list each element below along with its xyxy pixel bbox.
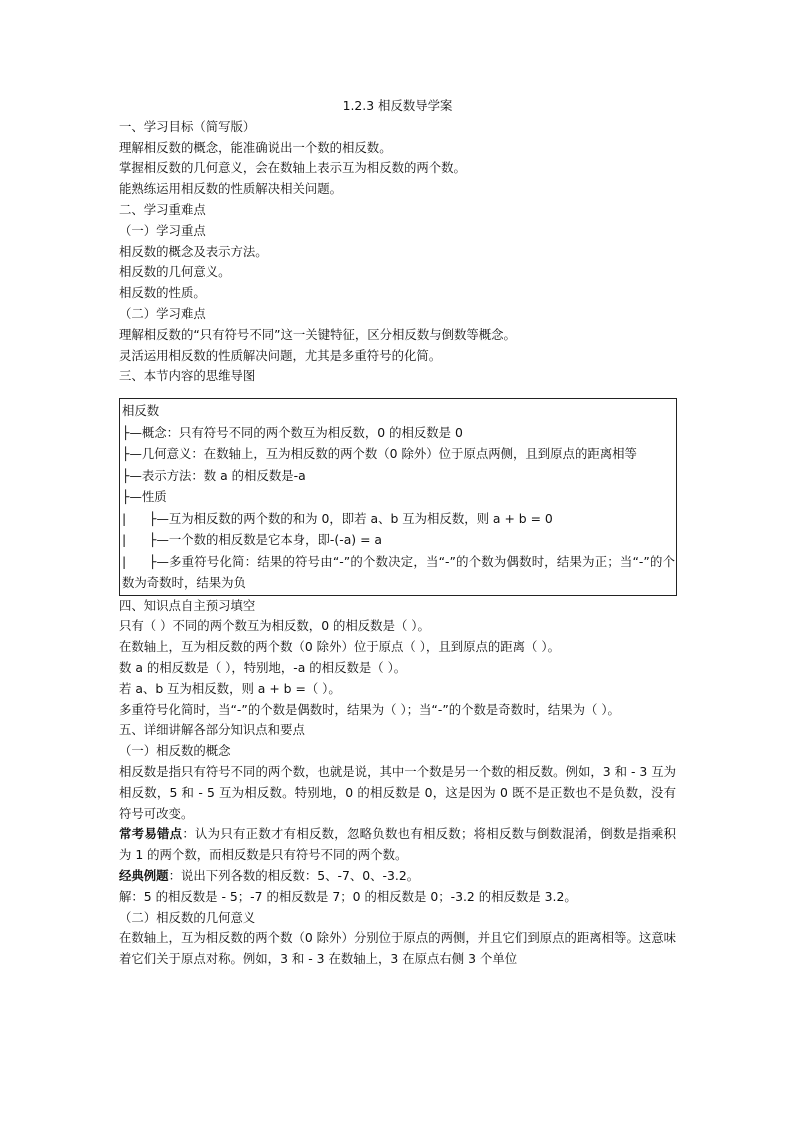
goal-item: 掌握相反数的几何意义，会在数轴上表示互为相反数的两个数。 <box>119 160 466 176</box>
difficulty-item: 理解相反数的“只有符号不同”这一关键特征，区分相反数与倒数等概念。 <box>119 326 516 342</box>
mistake-paragraph <box>119 824 676 866</box>
mindmap-concept: ├—概念：只有符号不同的两个数互为相反数，0 的相反数是 0 <box>122 424 463 440</box>
difficulty-item: 灵活运用相反数的性质解决问题，尤其是多重符号的化简。 <box>119 347 442 363</box>
mindmap-property-item <box>122 529 675 551</box>
key-item: 相反数的性质。 <box>119 285 206 301</box>
fill-blank-item: 只有（ ）不同的两个数互为相反数，0 的相反数是（ ）。 <box>119 618 430 634</box>
tree-bar: | <box>122 553 127 569</box>
key-item: 相反数的概念及表示方法。 <box>119 243 268 259</box>
document-page <box>119 96 676 970</box>
goal-item: 能熟练运用相反数的性质解决相关问题。 <box>119 181 343 197</box>
subheading-geometry: （二）相反数的几何意义 <box>119 909 256 925</box>
section-heading-explanation: 五、详细讲解各部分知识点和要点 <box>119 722 305 738</box>
mindmap-property-item <box>122 551 675 594</box>
mindmap-property-text: ├—多重符号化简：结果的符号由“-”的个数决定，当“-”的个数为偶数时，结果为正；当“-”的个数为奇数时，结果为负 <box>122 553 675 591</box>
key-item: 相反数的几何意义。 <box>119 264 231 280</box>
subheading-concept: （一）相反数的概念 <box>119 743 231 759</box>
section-heading-goals: 一、学习目标（简写版） <box>119 118 256 134</box>
concept-paragraph: 相反数是指只有符号不同的两个数，也就是说，其中一个数是另一个数的相反数。例如，3 和 - 3 互为相反数，5 和 - 5 互为相反数。特别地，0 的相反数是 0，这是因为 0 既不是正数也不是负数，没有符号可改变。 <box>119 764 676 821</box>
mindmap-property-text: ├—一个数的相反数是它本身，即-(-a) = a <box>149 532 382 548</box>
example-solution: 解：5 的相反数是 - 5；-7 的相反数是 7；0 的相反数是 0；-3.2 的相反数是 3.2。 <box>119 888 577 904</box>
example-text: ：说出下列各数的相反数：5、-7、0、-3.2。 <box>168 868 420 884</box>
mindmap-geometry: ├—几何意义：在数轴上，互为相反数的两个数（0 除外）位于原点两侧，且到原点的距离相等 <box>122 446 637 462</box>
section-heading-mindmap: 三、本节内容的思维导图 <box>119 368 256 384</box>
mistake-label: 常考易错点 <box>119 826 183 842</box>
example-paragraph <box>119 866 676 887</box>
mistake-text: ：认为只有正数才有相反数，忽略负数也有相反数；将相反数与倒数混淆，倒数是指乘积为 1 的两个数，而相反数是只有符号不同的两个数。 <box>119 826 677 863</box>
section-heading-keypoints: 二、学习重难点 <box>119 201 206 217</box>
tree-bar: | <box>122 532 127 548</box>
fill-blank-item: 若 a、b 互为相反数，则 a + b =（ ）。 <box>119 680 341 696</box>
subheading-key: （一）学习重点 <box>119 222 206 238</box>
fill-blank-item: 多重符号化简时，当“-”的个数是偶数时，结果为（ ）；当“-”的个数是奇数时，结果为（ ）。 <box>119 701 620 717</box>
mindmap-property-text: ├—互为相反数的两个数的和为 0，即若 a、b 互为相反数，则 a + b = 0 <box>149 510 553 526</box>
goal-item: 理解相反数的概念，能准确说出一个数的相反数。 <box>119 139 392 155</box>
tree-bar: | <box>122 510 127 526</box>
example-label: 经典例题 <box>119 868 169 884</box>
document-title: 1.2.3 相反数导学案 <box>342 98 453 113</box>
geometry-paragraph: 在数轴上，互为相反数的两个数（0 除外）分别位于原点的两侧，并且它们到原点的距离相等。这意味着它们关于原点对称。例如，3 和 - 3 在数轴上，3 在原点右侧 3 个单位 <box>119 930 677 967</box>
mindmap-root: 相反数 <box>122 403 160 419</box>
section-heading-prestudy: 四、知识点自主预习填空 <box>119 597 256 613</box>
fill-blank-item: 在数轴上，互为相反数的两个数（0 除外）位于原点（ ），且到原点的距离（ ）。 <box>119 639 560 655</box>
mindmap-property: ├—性质 <box>122 489 167 505</box>
fill-blank-item: 数 a 的相反数是（ ），特别地，-a 的相反数是（ ）。 <box>119 660 407 676</box>
mindmap-property-item <box>122 508 675 530</box>
subheading-difficulty: （二）学习难点 <box>119 305 206 321</box>
mindmap-notation: ├—表示方法：数 a 的相反数是-a <box>122 467 306 483</box>
mindmap-box <box>119 398 677 596</box>
